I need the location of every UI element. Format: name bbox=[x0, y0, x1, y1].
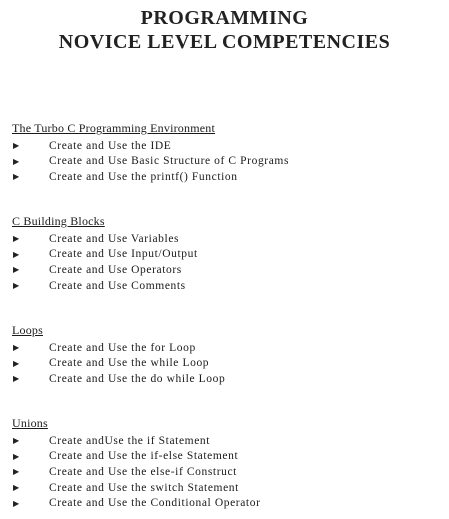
section-heading: C Building Blocks bbox=[12, 214, 105, 228]
list-item bbox=[12, 371, 442, 387]
list-item-text: Create and Use Comments bbox=[49, 279, 186, 292]
list-item bbox=[12, 262, 442, 278]
triangle-right-bullet-icon: ▶ bbox=[13, 451, 20, 461]
competency-list bbox=[12, 433, 442, 511]
list-item-text: Create and Use the if-else Statement bbox=[49, 450, 239, 463]
triangle-right-bullet-icon: ▶ bbox=[13, 358, 20, 368]
section-unions bbox=[12, 416, 442, 511]
triangle-right-bullet-icon: ▶ bbox=[13, 141, 20, 151]
list-item bbox=[12, 356, 442, 372]
list-item bbox=[12, 154, 442, 170]
triangle-right-bullet-icon: ▶ bbox=[13, 265, 20, 275]
section-heading: The Turbo C Programming Environment bbox=[12, 121, 215, 135]
list-item-text: Create and Use the do while Loop bbox=[49, 372, 226, 385]
list-item bbox=[12, 433, 442, 449]
section-loops bbox=[12, 323, 442, 387]
list-item-text: Create and Use the else-if Construct bbox=[49, 465, 237, 478]
list-item-text: Create and Use the Conditional Operator bbox=[49, 497, 261, 510]
triangle-right-bullet-icon: ▶ bbox=[13, 172, 20, 182]
competency-list bbox=[12, 231, 442, 293]
list-item bbox=[12, 449, 442, 465]
list-item bbox=[12, 278, 442, 294]
list-item-text: Create and Use Operators bbox=[49, 263, 182, 276]
section-turbo-c-environment bbox=[12, 121, 442, 185]
page-title-line-1: PROGRAMMING bbox=[140, 7, 309, 29]
list-item-text: Create and Use the printf() Function bbox=[49, 170, 238, 183]
competency-list bbox=[12, 340, 442, 387]
triangle-right-bullet-icon: ▶ bbox=[13, 483, 20, 493]
section-heading: Loops bbox=[12, 323, 43, 337]
list-item-text: Create and Use the switch Statement bbox=[49, 481, 239, 494]
list-item-text: Create and Use the for Loop bbox=[49, 341, 196, 354]
triangle-right-bullet-icon: ▶ bbox=[13, 343, 20, 353]
list-item-text: Create and Use Variables bbox=[49, 232, 180, 245]
list-item bbox=[12, 169, 442, 185]
list-item bbox=[12, 231, 442, 247]
triangle-right-bullet-icon: ▶ bbox=[13, 467, 20, 477]
triangle-right-bullet-icon: ▶ bbox=[13, 498, 20, 508]
list-item bbox=[12, 480, 442, 496]
list-item-text: Create andUse the if Statement bbox=[49, 434, 211, 447]
list-item-text: Create and Use Basic Structure of C Programs bbox=[49, 155, 290, 168]
triangle-right-bullet-icon: ▶ bbox=[13, 156, 20, 166]
list-item-text: Create and Use Input/Output bbox=[49, 248, 198, 261]
list-item bbox=[12, 340, 442, 356]
triangle-right-bullet-icon: ▶ bbox=[13, 374, 20, 384]
triangle-right-bullet-icon: ▶ bbox=[13, 436, 20, 446]
page-title-line-2: NOVICE LEVEL COMPETENCIES bbox=[58, 31, 391, 53]
triangle-right-bullet-icon: ▶ bbox=[13, 249, 20, 259]
competency-list bbox=[12, 138, 442, 185]
list-item-text: Create and Use the IDE bbox=[49, 139, 172, 152]
section-c-building-blocks bbox=[12, 214, 442, 293]
list-item bbox=[12, 138, 442, 154]
list-item bbox=[12, 247, 442, 263]
section-heading: Unions bbox=[12, 416, 48, 430]
triangle-right-bullet-icon: ▶ bbox=[13, 281, 20, 291]
triangle-right-bullet-icon: ▶ bbox=[13, 234, 20, 244]
list-item bbox=[12, 464, 442, 480]
list-item-text: Create and Use the while Loop bbox=[49, 357, 210, 370]
list-item bbox=[12, 495, 442, 511]
